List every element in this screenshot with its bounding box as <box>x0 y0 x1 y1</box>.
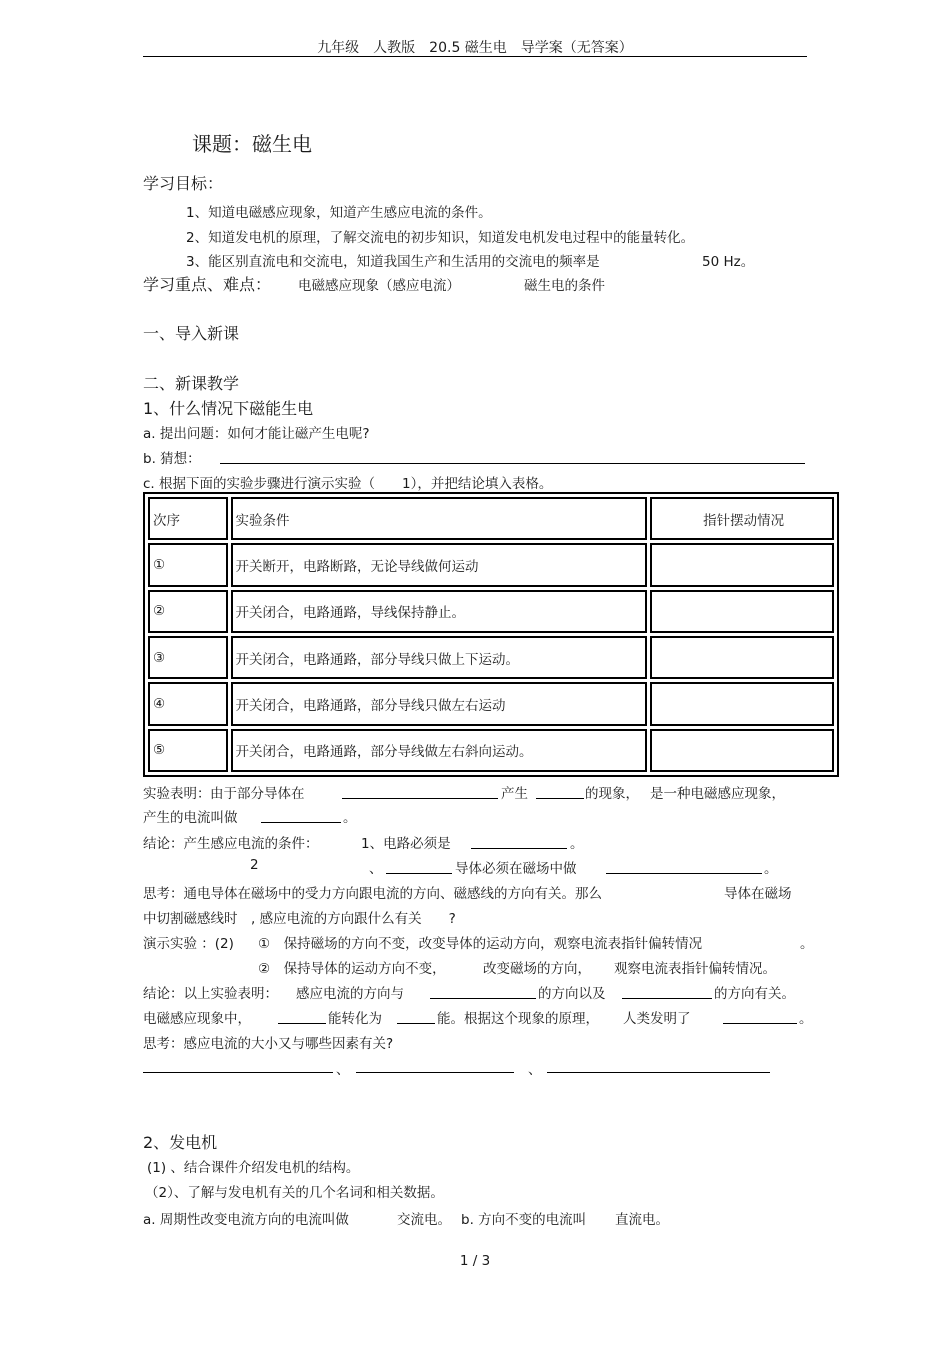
key-point-2: 磁生电的条件 <box>524 278 605 294</box>
think-question-2: 思考：感应电流的大小又与哪些因素有关? <box>143 1036 394 1052</box>
row-result-cell[interactable] <box>650 543 834 586</box>
fill-blank[interactable] <box>536 784 584 799</box>
conclusion-2-end: 的方向有关。 <box>714 986 795 1002</box>
fill-blank[interactable] <box>342 784 498 799</box>
energy-end: 。 <box>799 1011 813 1027</box>
condition-1-text: 1、电路必须是 <box>361 836 451 852</box>
row-result-cell[interactable] <box>650 729 834 772</box>
fill-blank[interactable] <box>278 1009 326 1024</box>
objective-frequency: 50 Hz。 <box>702 254 755 270</box>
demo-label: 演示实验 ：(2) <box>143 936 234 952</box>
experiment-shows-text: 是一种电磁感应现象， <box>650 786 785 802</box>
fill-blank[interactable] <box>430 984 536 999</box>
fill-blank[interactable] <box>143 1058 333 1073</box>
guess-answer-line[interactable] <box>220 463 805 464</box>
fill-blank[interactable] <box>622 984 712 999</box>
condition-2-number: 2 <box>250 857 259 873</box>
energy-text: 能。根据这个现象的原理， <box>437 1011 599 1027</box>
fill-blank[interactable] <box>606 859 762 874</box>
generator-item-3a: a. 周期性改变电流方向的电流叫做 <box>143 1212 349 1228</box>
row-condition: 开关闭合，电路通路，部分导线做左右斜向运动。 <box>231 729 648 772</box>
think-question-1-line2: 中切割磁感线时 , 感应电流的方向跟什么有关 ? <box>143 911 456 927</box>
page-number: 1 / 3 <box>459 1253 491 1269</box>
objective-item: 2、知道发电机的原理，了解交流电的初步知识，知道发电机发电过程中的能量转化。 <box>186 230 695 246</box>
row-condition: 开关闭合，电路通路，部分导线只做上下运动。 <box>231 636 648 679</box>
generator-item-3d: 直流电。 <box>615 1212 669 1228</box>
separator: 、 <box>336 1062 350 1078</box>
row-result-cell[interactable] <box>650 682 834 725</box>
condition-2-end: 。 <box>764 861 778 877</box>
energy-text: 能转化为 <box>328 1011 382 1027</box>
objectives-heading: 学习目标： <box>143 174 224 193</box>
demo-step-1-end: 。 <box>800 936 814 952</box>
demo-step-1: ① 保持磁场的方向不变，改变导体的运动方向，观察电流表指针偏转情况 <box>258 936 703 952</box>
conclusion-2-text: 感应电流的方向与 <box>296 986 404 1002</box>
row-number: ① <box>148 543 228 586</box>
conclusion-2-text: 的方向以及 <box>538 986 606 1002</box>
row-number: ② <box>148 590 228 633</box>
row-condition: 开关闭合，电路通路，部分导线只做左右运动 <box>231 682 648 725</box>
induced-current-text: 产生的电流叫做 <box>143 810 238 826</box>
row-condition: 开关闭合，电路通路，导线保持静止。 <box>231 590 648 633</box>
experiment-shows-text: 产生 <box>501 786 528 802</box>
generator-item-2: （2）、了解与发电机有关的几个名词和相关数据。 <box>145 1185 444 1201</box>
generator-item-3b: 交流电。 <box>397 1212 451 1228</box>
row-result-cell[interactable] <box>650 590 834 633</box>
fill-blank[interactable] <box>397 1009 435 1024</box>
condition-1-end: 。 <box>570 836 584 852</box>
key-points-label: 学习重点、难点： <box>143 275 272 294</box>
conclusion-2-label: 结论：以上实验表明： <box>143 986 278 1002</box>
header-rule <box>143 56 807 57</box>
key-point-1: 电磁感应现象（感应电流） <box>298 278 460 294</box>
subsection-2-title: 2、发电机 <box>143 1133 218 1152</box>
step-b: b. 猜想： <box>143 451 201 467</box>
generator-item-1: (1) 、结合课件介绍发电机的结构。 <box>147 1160 360 1176</box>
table-row <box>148 636 834 679</box>
think-question-1-cont: 导体在磁场 <box>724 886 792 902</box>
section-new-lesson: 二、新课教学 <box>143 374 240 393</box>
think-question-1: 思考：通电导体在磁场中的受力方向跟电流的方向、磁感线的方向有关。那么 <box>143 886 602 902</box>
table-row <box>148 682 834 725</box>
fill-blank[interactable] <box>261 808 341 823</box>
step-c: c. 根据下面的实验步骤进行演示实验（ 1），并把结论填入表格。 <box>143 476 553 492</box>
row-result-cell[interactable] <box>650 636 834 679</box>
fill-blank[interactable] <box>723 1009 797 1024</box>
demo-step-2-mid: 改变磁场的方向， <box>483 961 591 977</box>
energy-text: 人类发明了 <box>623 1011 691 1027</box>
separator: 、 <box>528 1062 542 1078</box>
table-row <box>148 543 834 586</box>
table-header-row <box>148 497 834 540</box>
energy-text: 电磁感应现象中， <box>143 1011 251 1027</box>
page-header: 九年级 人教版 20.5 磁生电 导学案（无答案） <box>317 40 633 56</box>
experiment-table <box>143 492 839 777</box>
fill-blank[interactable] <box>356 1058 514 1073</box>
demo-step-2-end: 观察电流表指针偏转情况。 <box>614 961 776 977</box>
row-number: ⑤ <box>148 729 228 772</box>
induced-current-end: 。 <box>343 810 357 826</box>
row-condition: 开关断开，电路断路，无论导线做何运动 <box>231 543 648 586</box>
table-row <box>148 590 834 633</box>
objective-item: 3、能区别直流电和交流电，知道我国生产和生活用的交流电的频率是 <box>186 254 600 270</box>
experiment-shows-text: 由于部分导体在 <box>210 786 305 802</box>
lesson-title: 课题：磁生电 <box>192 132 312 156</box>
fill-blank[interactable] <box>386 859 452 874</box>
header-needle: 指针摆动情况 <box>650 497 834 540</box>
condition-2-text: 导体必须在磁场中做 <box>455 861 577 877</box>
header-order: 次序 <box>148 497 228 540</box>
fill-blank[interactable] <box>471 834 567 849</box>
conclusion-label: 结论：产生感应电流的条件： <box>143 836 319 852</box>
row-number: ③ <box>148 636 228 679</box>
table-row <box>148 729 834 772</box>
experiment-shows-text: 的现象， <box>585 786 639 802</box>
header-condition: 实验条件 <box>231 497 648 540</box>
demo-step-2: ② 保持导体的运动方向不变， <box>258 961 446 977</box>
row-number: ④ <box>148 682 228 725</box>
step-a: a. 提出问题：如何才能让磁产生电呢? <box>143 426 370 442</box>
generator-item-3c: b. 方向不变的电流叫 <box>461 1212 587 1228</box>
objective-item: 1、知道电磁感应现象，知道产生感应电流的条件。 <box>186 205 492 221</box>
section-intro: 一、导入新课 <box>143 324 240 343</box>
fill-blank[interactable] <box>547 1058 770 1073</box>
subsection-1-title: 1、什么情况下磁能生电 <box>143 399 314 418</box>
experiment-shows-label: 实验表明： <box>143 786 211 802</box>
condition-2-sep: 、 <box>369 861 383 877</box>
